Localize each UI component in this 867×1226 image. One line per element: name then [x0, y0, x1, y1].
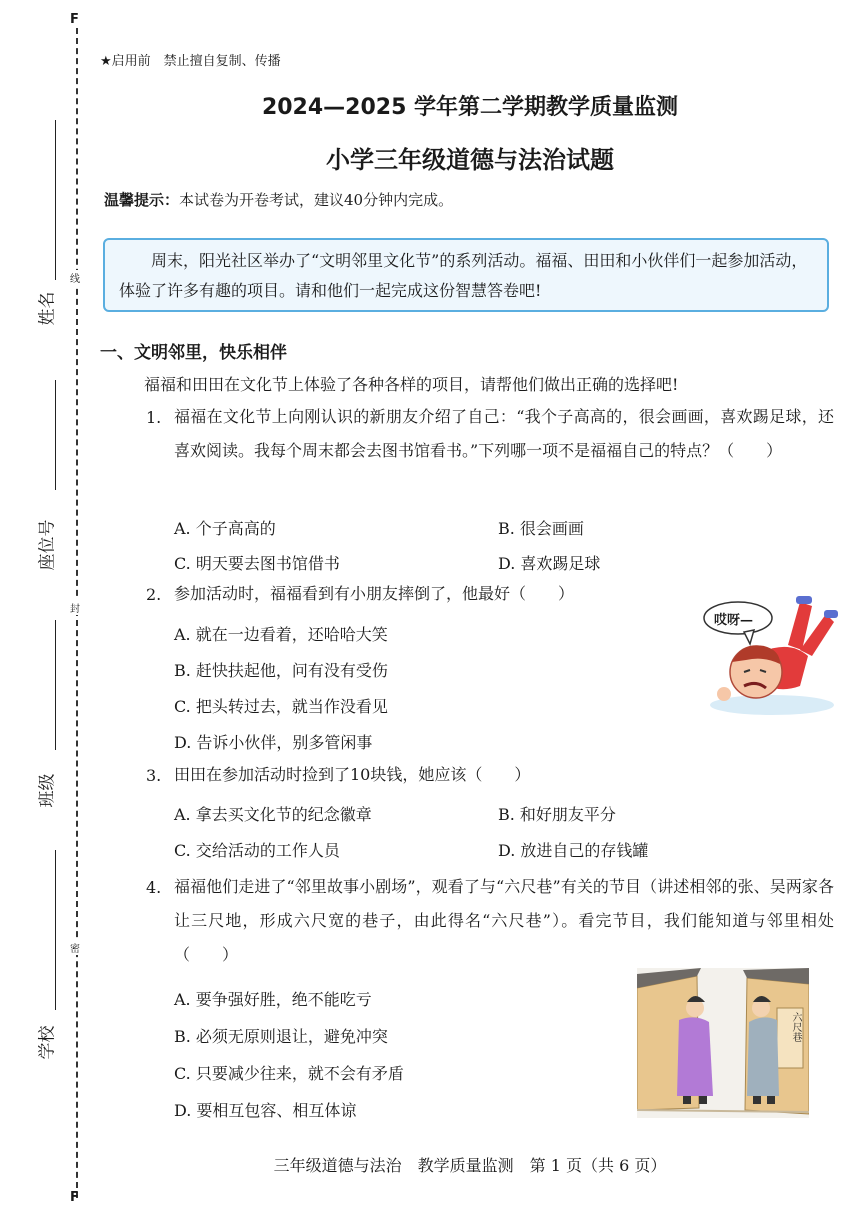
question-3-option-c[interactable]: C. 交给活动的工作人员: [174, 841, 340, 860]
class-fill-line: [55, 620, 56, 750]
question-2-option-b[interactable]: B. 赶快扶起他，问有没有受伤: [174, 661, 388, 680]
cut-mark-line: 线: [70, 270, 80, 285]
school-fill-line: [55, 850, 56, 1010]
seat-fill-line: [55, 380, 56, 490]
question-2-text: 参加活动时，福福看到有小朋友摔倒了，他最好（ ）: [174, 584, 575, 603]
exam-subtitle: 小学三年级道德与法治试题: [326, 146, 614, 174]
question-3-option-d[interactable]: D. 放进自己的存钱罐: [498, 841, 649, 860]
section-title: 一、文明邻里，快乐相伴: [100, 343, 287, 363]
intro-box: [103, 238, 829, 312]
question-1-option-c[interactable]: C. 明天要去图书馆借书: [174, 554, 340, 573]
question-4-number: 4.: [146, 878, 162, 897]
question-2-option-d[interactable]: D. 告诉小伙伴，别多管闲事: [174, 733, 373, 752]
question-4-option-a[interactable]: A. 要争强好胜，绝不能吃亏: [174, 990, 372, 1009]
tip-label: 温馨提示：: [104, 191, 180, 209]
fall-speech-bubble: 哎呀—: [714, 613, 754, 628]
class-label: 班级: [37, 773, 58, 808]
tip-line: [104, 189, 453, 210]
exam-title: 2024—2025 学年第二学期教学质量监测: [261, 95, 679, 120]
question-3-option-b[interactable]: B. 和好朋友平分: [498, 805, 616, 824]
question-1-text: 福福在文化节上向刚认识的新朋友介绍了自己：“我个子高高的，很会画画，喜欢踢足球，还喜欢阅读。我每个周末都会去图书馆看书。”下列哪一项不是福福自己的特点？（ ）: [174, 407, 834, 460]
question-1-option-a[interactable]: A. 个子高高的: [174, 519, 276, 538]
question-1-number: 1.: [146, 408, 162, 427]
school-label: 学校: [37, 1025, 58, 1060]
question-3-text: 田田在参加活动时捡到了10块钱，她应该（ ）: [174, 765, 531, 784]
question-2-number: 2.: [146, 585, 162, 604]
question-2-option-c[interactable]: C. 把头转过去，就当作没看见: [174, 697, 388, 716]
falling-child-illustration: [700, 590, 840, 720]
seat-number-label: 座位号: [37, 519, 58, 571]
section-instruction: 福福和田田在文化节上体验了各种各样的项目，请帮他们做出正确的选择吧!: [144, 375, 679, 394]
question-4-text: 福福他们走进了“邻里故事小剧场”，观看了与“六尺巷”有关的节目（讲述相邻的张、吴两家各让三尺地，形成六尺宽的巷子，由此得名“六尺巷”）。看完节目，我们能知道与邻里相处（ ）: [174, 877, 834, 964]
question-4-option-b[interactable]: B. 必须无原则退让，避免冲突: [174, 1027, 388, 1046]
question-3-number: 3.: [146, 766, 162, 785]
confidential-note: ★启用前 禁止擅自复制、传播: [100, 54, 281, 69]
six-foot-lane-svg: [637, 968, 809, 1118]
question-1-option-b[interactable]: B. 很会画画: [498, 519, 584, 538]
lane-wall-sign: 六尺巷: [790, 1012, 801, 1042]
question-1-option-d[interactable]: D. 喜欢踢足球: [498, 554, 601, 573]
corner-mark-top: F: [70, 12, 79, 27]
six-foot-lane-illustration: [637, 968, 809, 1118]
name-fill-line: [55, 120, 56, 280]
cut-mark-seal: 封: [70, 600, 80, 615]
question-2-option-a[interactable]: A. 就在一边看着，还哈哈大笑: [174, 625, 388, 644]
question-4-option-d[interactable]: D. 要相互包容、相互体谅: [174, 1101, 357, 1120]
name-label: 姓名: [37, 291, 58, 326]
tip-text: 本试卷为开卷考试，建议40分钟内完成。: [179, 191, 454, 209]
question-4-option-c[interactable]: C. 只要减少往来，就不会有矛盾: [174, 1064, 404, 1083]
cut-mark-secret: 密: [70, 940, 80, 955]
intro-box-text: 周末，阳光社区举办了“文明邻里文化节”的系列活动。福福、田田和小伙伴们一起参加活动，体验了许多有趣的项目。请和他们一起完成这份智慧答卷吧!: [119, 251, 808, 300]
corner-mark-bottom: F: [70, 1190, 79, 1205]
page-footer: 三年级道德与法治 教学质量监测 第 1 页（共 6 页）: [273, 1156, 667, 1175]
question-3-option-a[interactable]: A. 拿去买文化节的纪念徽章: [174, 805, 372, 824]
